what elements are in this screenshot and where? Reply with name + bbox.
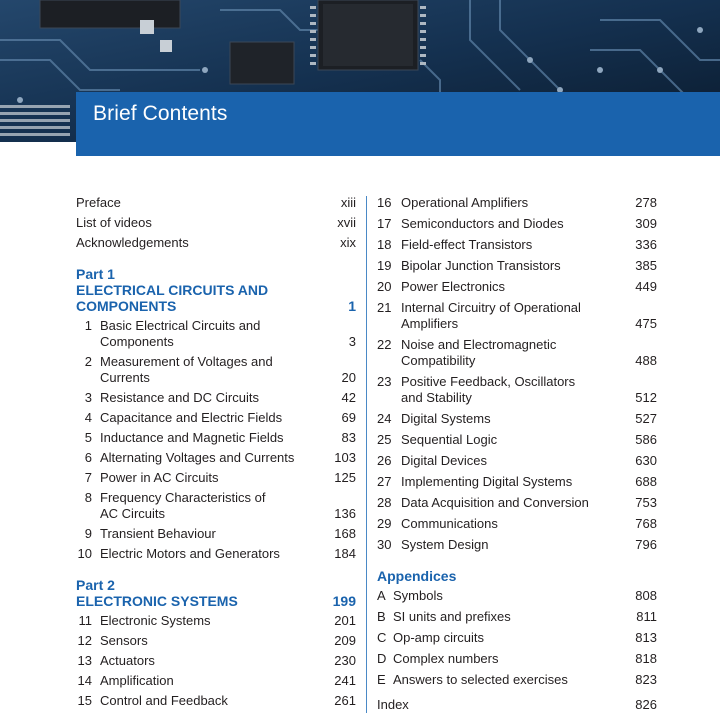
chapter-title-line-2: Compatibility: [401, 353, 476, 368]
appendix-title: Answers to selected exercises: [393, 672, 568, 687]
chapter-21[interactable]: [377, 300, 657, 332]
chapter-7[interactable]: [76, 470, 356, 486]
part-number: Part 2: [76, 577, 115, 593]
chapter-page: 512: [635, 390, 657, 405]
chapter-title: Digital Devices: [401, 453, 487, 468]
chapter-number: 6: [84, 450, 92, 465]
title-bar: [76, 92, 720, 156]
appendix-letter: A: [377, 588, 386, 603]
chapter-title-line-1: Measurement of Voltages and: [100, 354, 273, 369]
appendix-letter: B: [377, 609, 386, 624]
chapter-28[interactable]: [377, 495, 657, 511]
chapter-6[interactable]: [76, 450, 356, 466]
chapter-19[interactable]: [377, 258, 657, 274]
chapter-23[interactable]: [377, 374, 657, 406]
chapter-page: 309: [635, 216, 657, 231]
chapter-page: 796: [635, 537, 657, 552]
part-page: 1: [348, 298, 356, 314]
chapter-title: Operational Amplifiers: [401, 195, 529, 210]
chapter-number: 22: [377, 337, 392, 352]
toc-entry-acknowledgements[interactable]: [76, 235, 356, 251]
chapter-title: Implementing Digital Systems: [401, 474, 573, 489]
chapter-number: 27: [377, 474, 392, 489]
appendix-letter: C: [377, 630, 387, 645]
chapter-page: 586: [635, 432, 657, 447]
chapter-page: 83: [341, 430, 356, 445]
chapter-number: 29: [377, 516, 392, 531]
chapter-20[interactable]: [377, 279, 657, 295]
toc-entry-list-of-videos[interactable]: [76, 215, 356, 231]
appendix-letter: E: [377, 672, 386, 687]
chapter-title-line-1: Noise and Electromagnetic: [401, 337, 557, 352]
toc-entry-title: Preface: [76, 195, 121, 210]
toc-entry-page: 826: [635, 697, 657, 712]
chapter-title: Electronic Systems: [100, 613, 211, 628]
chapter-number: 5: [84, 430, 92, 445]
chapter-25[interactable]: [377, 432, 657, 448]
chapter-number: 2: [84, 354, 92, 369]
chapter-29[interactable]: [377, 516, 657, 532]
chapter-number: 7: [84, 470, 92, 485]
chapter-title: Power Electronics: [401, 279, 506, 294]
appendix-b[interactable]: [377, 609, 657, 625]
chapter-page: 768: [635, 516, 657, 531]
chapter-number: 4: [84, 410, 92, 425]
chapter-page: 688: [635, 474, 657, 489]
chapter-number: 25: [377, 432, 392, 447]
toc-entry-title: Index: [377, 697, 409, 712]
toc-entry-title: List of videos: [76, 215, 152, 230]
chapter-page: 230: [334, 653, 356, 668]
chapter-number: 16: [377, 195, 392, 210]
chapter-number: 23: [377, 374, 392, 389]
appendices-heading[interactable]: Appendices: [377, 568, 457, 584]
part-title-line-2: COMPONENTS: [76, 298, 177, 314]
chapter-number: 15: [77, 693, 92, 708]
chapter-title: Capacitance and Electric Fields: [100, 410, 283, 425]
chapter-page: 201: [334, 613, 356, 628]
chapter-page: 184: [334, 546, 356, 561]
chapter-title: Sensors: [100, 633, 148, 648]
chapter-page: 449: [635, 279, 657, 294]
chapter-15[interactable]: [76, 693, 356, 709]
column-divider: [366, 196, 367, 713]
chapter-title: Transient Behaviour: [100, 526, 216, 541]
chapter-18[interactable]: [377, 237, 657, 253]
chapter-page: 42: [341, 390, 356, 405]
part-title: ELECTRONIC SYSTEMS: [76, 593, 238, 609]
chapter-title: Data Acquisition and Conversion: [401, 495, 589, 510]
appendix-page: 818: [635, 651, 657, 666]
toc-entry-index[interactable]: [377, 697, 657, 713]
part-number: Part 1: [76, 266, 115, 282]
chapter-page: 136: [334, 506, 356, 521]
chapter-title-line-2: Amplifiers: [401, 316, 459, 331]
chapter-2[interactable]: [76, 354, 356, 386]
appendix-d[interactable]: [377, 651, 657, 667]
chapter-page: 69: [341, 410, 356, 425]
chapter-page: 488: [635, 353, 657, 368]
chapter-number: 1: [84, 318, 92, 333]
toc-entry-page: xix: [340, 235, 356, 250]
chapter-30[interactable]: [377, 537, 657, 553]
chapter-number: 3: [84, 390, 92, 405]
chapter-page: 261: [334, 693, 356, 708]
chapter-11[interactable]: [76, 613, 356, 629]
chapter-number: 19: [377, 258, 392, 273]
chapter-27[interactable]: [377, 474, 657, 490]
chapter-number: 8: [84, 490, 92, 505]
chapter-22[interactable]: [377, 337, 657, 369]
chapter-page: 20: [341, 370, 356, 385]
chapter-page: 475: [635, 316, 657, 331]
page-title: Brief Contents: [93, 102, 228, 125]
contents-left-column: [76, 195, 356, 709]
chapter-number: 26: [377, 453, 392, 468]
chapter-number: 17: [377, 216, 392, 231]
chapter-number: 30: [377, 537, 392, 552]
part-title-line-1: ELECTRICAL CIRCUITS AND: [76, 282, 269, 298]
chapter-title-line-2: Currents: [100, 370, 150, 385]
chapter-title-line-2: Components: [100, 334, 174, 349]
part-1-heading[interactable]: [76, 266, 356, 314]
appendix-title: Symbols: [393, 588, 443, 603]
appendix-e[interactable]: [377, 672, 657, 688]
toc-entry-preface[interactable]: [76, 195, 356, 211]
chapter-title: Field-effect Transistors: [401, 237, 533, 252]
appendix-title: SI units and prefixes: [393, 609, 511, 624]
chapter-9[interactable]: [76, 526, 356, 542]
chapter-16[interactable]: [377, 195, 657, 211]
chapter-page: 630: [635, 453, 657, 468]
chapter-title-line-2: AC Circuits: [100, 506, 166, 521]
chapter-title-line-1: Basic Electrical Circuits and: [100, 318, 261, 333]
chapter-number: 10: [77, 546, 92, 561]
chapter-8[interactable]: [76, 490, 356, 522]
chapter-page: 336: [635, 237, 657, 252]
chapter-title: Semiconductors and Diodes: [401, 216, 564, 231]
chapter-number: 11: [78, 613, 92, 628]
chapter-title: Electric Motors and Generators: [100, 546, 280, 561]
appendix-title: Op-amp circuits: [393, 630, 485, 645]
chapter-3[interactable]: [76, 390, 356, 406]
chapter-title-line-1: Internal Circuitry of Operational: [401, 300, 581, 315]
chapter-page: 753: [635, 495, 657, 510]
chapter-14[interactable]: [76, 673, 356, 689]
chapter-page: 3: [348, 334, 356, 349]
chapter-title-line-2: and Stability: [401, 390, 472, 405]
chapter-title: Alternating Voltages and Currents: [100, 450, 295, 465]
chapter-10[interactable]: [76, 546, 356, 562]
appendix-c[interactable]: [377, 630, 657, 646]
chapter-24[interactable]: [377, 411, 657, 427]
chapter-17[interactable]: [377, 216, 657, 232]
chapter-page: 125: [334, 470, 356, 485]
chapter-page: 103: [334, 450, 356, 465]
chapter-title: Communications: [401, 516, 498, 531]
chapter-number: 28: [377, 495, 392, 510]
chapter-title-line-1: Positive Feedback, Oscillators: [401, 374, 576, 389]
appendix-page: 823: [635, 672, 657, 687]
chapter-page: 385: [635, 258, 657, 273]
appendix-page: 811: [636, 609, 657, 624]
chapter-page: 168: [334, 526, 356, 541]
chapter-title-line-1: Frequency Characteristics of: [100, 490, 266, 505]
chapter-number: 18: [377, 237, 392, 252]
chapter-title: Actuators: [100, 653, 155, 668]
chapter-number: 14: [77, 673, 92, 688]
toc-entry-title: Acknowledgements: [76, 235, 189, 250]
chapter-title: Amplification: [100, 673, 174, 688]
chapter-number: 20: [377, 279, 392, 294]
chapter-1[interactable]: [76, 318, 356, 350]
toc-entry-page: xvii: [337, 215, 356, 230]
chapter-number: 24: [377, 411, 392, 426]
chapter-title: Inductance and Magnetic Fields: [100, 430, 284, 445]
contents-right-column: [377, 195, 657, 713]
chapter-page: 278: [635, 195, 657, 210]
chapter-title: Control and Feedback: [100, 693, 228, 708]
chapter-page: 527: [635, 411, 657, 426]
chapter-title: Resistance and DC Circuits: [100, 390, 259, 405]
chapter-12[interactable]: [76, 633, 356, 649]
chapter-5[interactable]: [76, 430, 356, 446]
appendix-a[interactable]: [377, 588, 657, 604]
chapter-number: 13: [77, 653, 92, 668]
chapter-page: 241: [334, 673, 356, 688]
chapter-number: 21: [377, 300, 392, 315]
appendix-title: Complex numbers: [393, 651, 499, 666]
part-page: 199: [332, 593, 356, 609]
chapter-13[interactable]: [76, 653, 356, 669]
chapter-4[interactable]: [76, 410, 356, 426]
toc-entry-page: xiii: [340, 195, 356, 210]
appendix-page: 808: [635, 588, 657, 603]
part-2-heading[interactable]: [76, 577, 356, 609]
chapter-number: 9: [84, 526, 92, 541]
chapter-title: Power in AC Circuits: [100, 470, 219, 485]
chapter-title: Bipolar Junction Transistors: [401, 258, 561, 273]
chapter-number: 12: [77, 633, 92, 648]
chapter-title: Sequential Logic: [401, 432, 498, 447]
chapter-title: Digital Systems: [401, 411, 491, 426]
appendix-letter: D: [377, 651, 387, 666]
chapter-title: System Design: [401, 537, 489, 552]
chapter-26[interactable]: [377, 453, 657, 469]
chapter-page: 209: [334, 633, 356, 648]
appendix-page: 813: [635, 630, 657, 645]
